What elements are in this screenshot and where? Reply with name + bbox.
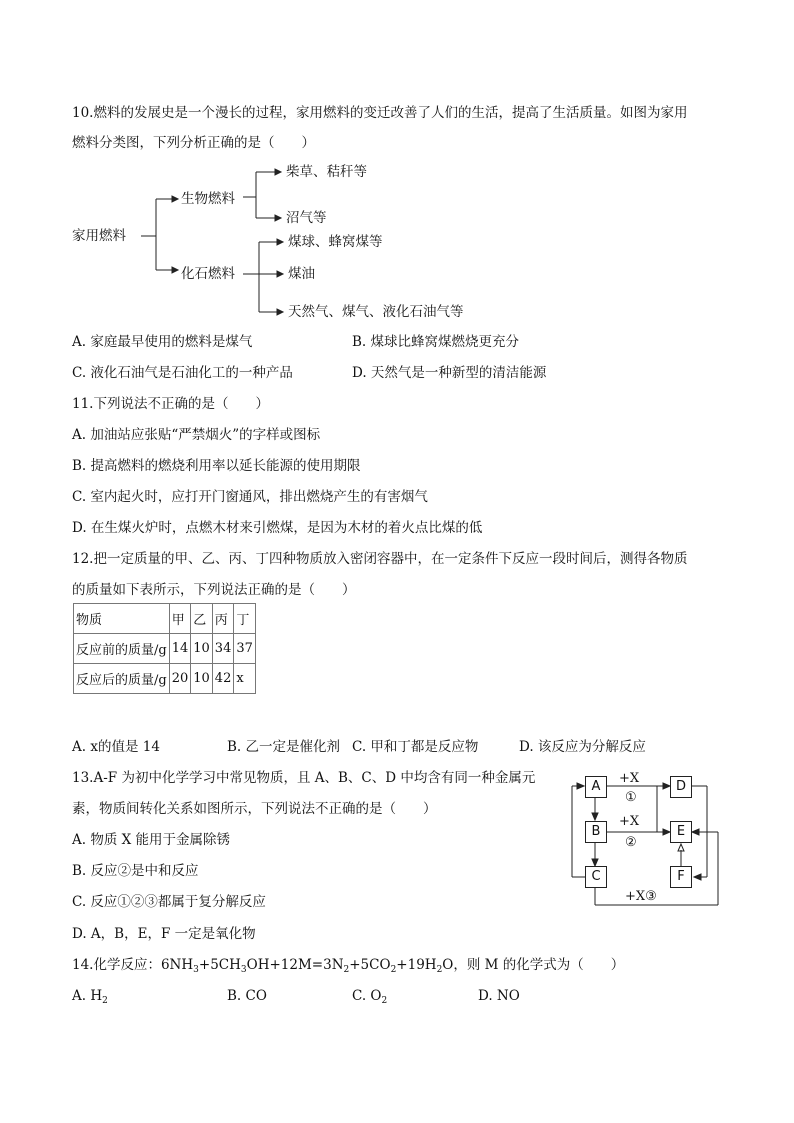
- q10-option-d: D. 天然气是一种新型的清洁能源: [352, 365, 547, 381]
- q14-text: +5CO: [349, 957, 391, 973]
- table-cell: 34: [212, 634, 234, 664]
- table-cell: 甲: [169, 604, 191, 634]
- q10-stem-line1: 10.燃料的发展史是一个漫长的过程，家用燃料的变迁改善了人们的生活，提高了生活质量。如图为家用: [72, 105, 688, 121]
- q13-label-x1: +X: [619, 771, 640, 786]
- q12-stem-line1: 12.把一定质量的甲、乙、丙、丁四种物质放入密闭容器中，在一定条件下反应一段时间后，测得各物质: [72, 551, 688, 567]
- q10-leaf-straw: 柴草、秸秆等: [286, 164, 367, 180]
- q12-option-b: B. 乙一定是催化剂: [227, 739, 341, 755]
- table-cell: 10: [191, 664, 213, 694]
- q14-text: O，则 M 的化学式为（ ）: [442, 957, 625, 973]
- q11-option-d: D. 在生煤火炉时，点燃木材来引燃煤，是因为木材的着火点比煤的低: [72, 520, 483, 536]
- q10-leaf-gas: 天然气、煤气、液化石油气等: [288, 304, 464, 320]
- q14-subscript: 2: [436, 965, 443, 975]
- q10-stem-line2: 燃料分类图，下列分析正确的是（ ）: [72, 135, 315, 151]
- q14-text: OH+12M=3N: [246, 957, 344, 973]
- q14-subscript: 2: [343, 965, 350, 975]
- q10-fossil-fuel-label: 化石燃料: [181, 266, 235, 282]
- q14-subscript: 2: [390, 965, 397, 975]
- q12-option-c: C. 甲和丁都是反应物: [352, 739, 479, 755]
- table-cell: 反应前的质量/g: [74, 634, 170, 664]
- q13-option-b: B. 反应②是中和反应: [72, 863, 199, 879]
- q11-stem: 11.下列说法不正确的是（ ）: [72, 396, 269, 412]
- q11-option-a: A. 加油站应张贴“严禁烟火”的字样或图标: [72, 427, 321, 443]
- q11-option-b: B. 提高燃料的燃烧利用率以延长能源的使用期限: [72, 458, 361, 474]
- q12-option-d: D. 该反应为分解反应: [519, 739, 646, 755]
- table-cell: 乙: [191, 604, 213, 634]
- q10-option-c: C. 液化石油气是石油化工的一种产品: [72, 365, 293, 381]
- q10-leaf-coal: 煤球、蜂窝煤等: [288, 234, 383, 250]
- q13-stem-line1: 13.A-F 为初中化学学习中常见物质，且 A、B、C、D 中均含有同一种金属元: [72, 770, 536, 786]
- q13-label-num1: ①: [625, 790, 637, 805]
- q13-stem-line2: 素，物质间转化关系如图所示，下列说法不正确的是（ ）: [72, 801, 437, 817]
- q13-node-d: D: [670, 776, 692, 798]
- q14-option-c-subscript: 2: [381, 996, 388, 1006]
- table-cell: 丙: [212, 604, 234, 634]
- q13-node-b: B: [585, 821, 607, 843]
- q10-bio-fuel-label: 生物燃料: [181, 191, 235, 207]
- q14-option-c: [352, 987, 387, 1005]
- q14-option-a: [72, 987, 108, 1005]
- q13-label-x3: +X③: [625, 889, 657, 904]
- table-cell: 37: [234, 634, 256, 664]
- table-cell: 丁: [234, 604, 256, 634]
- table-cell: 物质: [74, 604, 170, 634]
- q13-node-f: F: [670, 866, 692, 888]
- q14-option-a-subscript: 2: [102, 996, 108, 1006]
- table-cell: x: [234, 664, 256, 694]
- table-cell: 10: [191, 634, 213, 664]
- q13-label-x2: +X: [619, 814, 640, 829]
- q10-option-b: B. 煤球比蜂窝煤燃烧更充分: [352, 334, 520, 350]
- q12-stem-line2: 的质量如下表所示，下列说法正确的是（ ）: [72, 582, 356, 598]
- table-cell: 反应后的质量/g: [74, 664, 170, 694]
- q10-leaf-kerosene: 煤油: [288, 266, 315, 282]
- q14-option-c-text: C. O: [352, 988, 382, 1004]
- q14-text: +5CH: [198, 957, 241, 973]
- q13-node-c: C: [585, 866, 607, 888]
- table-cell: 20: [169, 664, 191, 694]
- q11-option-c: C. 室内起火时，应打开门窗通风，排出燃烧产生的有害烟气: [72, 489, 428, 505]
- q13-option-c: C. 反应①②③都属于复分解反应: [72, 894, 266, 910]
- table-cell: 42: [212, 664, 234, 694]
- q14-stem: [72, 956, 624, 974]
- q14-text: +19H: [396, 957, 437, 973]
- q13-node-e: E: [670, 821, 692, 843]
- q14-text: 14.化学反应：6NH: [72, 957, 194, 973]
- q14-option-d: D. NO: [478, 988, 520, 1004]
- q14-option-a-text: A. H: [72, 988, 103, 1004]
- q10-option-a: A. 家庭最早使用的燃料是煤气: [72, 334, 253, 350]
- q10-root-label: 家用燃料: [72, 228, 126, 244]
- q12-option-a: A. x的值是 14: [72, 739, 160, 755]
- q10-leaf-biogas: 沼气等: [286, 210, 327, 226]
- table-cell: 14: [169, 634, 191, 664]
- q14-subscript: 3: [240, 965, 247, 975]
- q14-subscript: 3: [193, 965, 199, 975]
- q13-node-a: A: [585, 776, 607, 798]
- q13-option-a: A. 物质 X 能用于金属除锈: [72, 832, 231, 848]
- q13-label-num2: ②: [625, 835, 637, 850]
- q13-option-d: D. A，B，E，F 一定是氧化物: [72, 926, 256, 942]
- q14-option-b: B. CO: [227, 988, 267, 1004]
